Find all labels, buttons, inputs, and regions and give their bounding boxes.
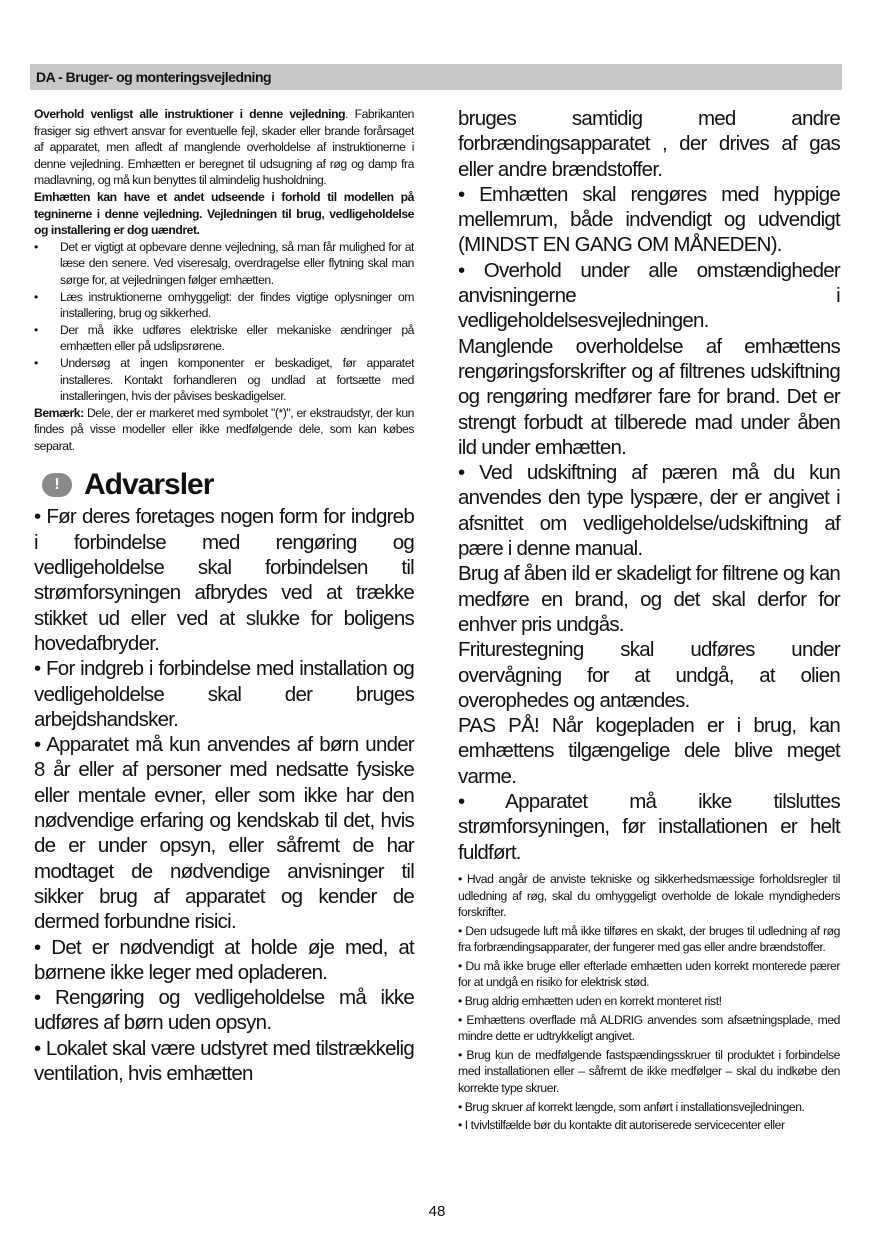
model-note: Emhætten kan have et andet udseende i forhold til modellen på tegninerne i denne vejledning. Vejledningen til brug, vedligeholdelse og installering er dog uændret. — [34, 189, 414, 238]
bullet-text: Læs instruktionerne omhyggeligt: der findes vigtige oplysninger om installering, brug og sikkerhed. — [60, 289, 414, 321]
bullet-item — [34, 322, 414, 355]
warning-paragraph: • For indgreb i forbindelse med installation og vedligeholdelse skal der bruges arbejdshandsker. — [34, 657, 414, 731]
intro-bold: Overhold venligst alle instruktioner i denne vejledning — [34, 107, 346, 121]
bullet-dot: • — [34, 239, 38, 254]
warning-paragraph: • Apparatet må kun anvendes af børn under 8 år eller af personer med nedsatte fysiske eller mentale evner, eller som ikke har den nødvendige erfaring og kendskab til det, hvis de er under opsyn, eller såfremt de har modtaget de nødvendige anvisninger til sikker brug af apparatet og kender de dermed forbundne risici. — [34, 733, 414, 934]
bullet-item — [34, 289, 414, 322]
warning-icon: ! — [42, 473, 72, 497]
safety-note: • Brug aldrig emhætten uden en korrekt monteret rist! — [458, 994, 722, 1009]
warning-paragraph: • Apparatet må ikke tilsluttes strømforsyningen, før installationen er helt fuldført. — [458, 790, 840, 864]
note-label: Bemærk: — [34, 405, 84, 420]
bullet-dot: • — [34, 355, 38, 370]
warning-paragraph: • Før deres foretages nogen form for indgreb i forbindelse med rengøring og vedligeholdelse skal forbindelsen til strømforsyningen afbrydes ved at trække stikket ud eller ved at slukke for boligens hovedafbryder. — [34, 505, 414, 655]
right-column — [458, 106, 840, 1136]
warning-paragraph: • Overhold under alle omstændigheder anvisningerne i vedligeholdelsesvejledningen. — [458, 258, 840, 333]
note-text: Dele, der er markeret med symbolet "(*)", er ekstraudstyr, der kun findes på visse modeller eller ikke medfølgende dele, som kan købes separat. — [34, 405, 414, 453]
safety-note: • I tvivlstilfælde bør du kontakte dit autoriserede servicecenter eller — [458, 1118, 785, 1133]
warning-paragraph: • Rengøring og vedligeholdelse må ikke udføres af børn uden opsyn. — [34, 986, 414, 1035]
warning-paragraph: • Emhætten skal rengøres med hyppige mellemrum, både indvendigt og udvendigt (MINDST EN GANG OM MÅNEDEN). — [458, 182, 840, 257]
warnings-title: Advarsler — [84, 468, 214, 502]
bullet-text: Der må ikke udføres elektriske eller mekaniske ændringer på emhætten eller på udslipsrørene. — [60, 322, 414, 354]
bullet-item — [34, 239, 414, 289]
safety-note: • Emhættens overflade må ALDRIG anvendes som afsætningsplade, med mindre dette er udtrykkeligt angivet. — [458, 1012, 840, 1044]
warning-paragraph: • Lokalet skal være udstyret med tilstrækkelig ventilation, hvis emhætten — [34, 1036, 414, 1085]
warning-paragraph: bruges samtidig med andre forbrændingsapparatet , der drives af gas eller andre brændstoffer. — [458, 107, 840, 181]
section-header — [30, 64, 842, 90]
warnings-heading — [42, 468, 414, 502]
safety-note: • Du må ikke bruge eller efterlade emhætten uden korrekt monterede pærer for at undgå en risiko for elektrisk stød. — [458, 958, 840, 990]
note-paragraph — [34, 405, 414, 455]
section-title: DA - Bruger- og monteringsvejledning — [36, 69, 272, 85]
left-column — [34, 106, 414, 1086]
warning-paragraph: Manglende overholdelse af emhættens rengøringsforskrifter og af filtrenes udskiftning og rengøring medfører fare for brand. Det er strengt forbudt at tilberede mad under åben ild under emhætten. — [458, 334, 840, 459]
warning-paragraph: Brug af åben ild er skadeligt for filtrene og kan medføre en brand, og det skal derfor for enhver pris undgås. — [458, 562, 840, 636]
warning-paragraph: • Ved udskiftning af pæren må du kun anvendes den type lyspære, der er angivet i afsnittet om vedligeholdelse/udskiftning af pære i denne manual. — [458, 461, 840, 561]
bullet-text: Undersøg at ingen komponenter er beskadiget, før apparatet installeres. Kontakt forhandleren og undlad at fortsætte med installeringen, hvis der påvises beskadigelser. — [60, 355, 414, 404]
warning-paragraph: • Det er nødvendigt at holde øje med, at børnene ikke leger med opladeren. — [34, 935, 414, 984]
safety-note: • Den udsugede luft må ikke tilføres en skakt, der bruges til udledning af røg fra forbrændingsapparater, der fungerer med gas eller andre brændstoffer. — [458, 923, 840, 955]
bullet-text: Det er vigtigt at opbevare denne vejledning, så man får mulighed for at læse den senere. Ved viseresalg, overdragelse eller flytning skal man sørge for, at vejledningen følger emhætten. — [60, 239, 414, 287]
bullet-dot: • — [34, 322, 38, 337]
page-number: 48 — [428, 1203, 446, 1220]
safety-note: • Hvad angår de anviste tekniske og sikkerhedsmæssige forholdsregler til udledning af røg, skal du omhyggeligt overholde de lokale myndigheders forskrifter. — [458, 871, 840, 920]
warning-paragraph: Friturestegning skal udføres under overvågning for at undgå, at olien overophedes og antændes. — [458, 638, 840, 712]
intro-paragraph — [34, 106, 414, 189]
safety-note: • Brug skruer af korrekt længde, som anført i installationsvejledningen. — [458, 1099, 805, 1114]
safety-note: • Brug kun de medfølgende fastspændingsskruer til produktet i forbindelse med installationen eller – såfremt de ikke medfølger – skal du indkøbe den korrekte type skruer. — [458, 1047, 840, 1096]
bullet-item — [34, 355, 414, 405]
warning-paragraph: PAS PÅ! Når kogepladen er i brug, kan emhættens tilgængelige dele blive meget varme. — [458, 714, 840, 788]
bullet-dot: • — [34, 289, 38, 304]
intro-text: . Fabrikanten frasiger sig ethvert ansvar for eventuelle fejl, skader eller brande forårsaget af apparatet, men afledt af manglende overholdelse af instruktionerne i denne vejledning. Emhætten er beregnet til udsugning af røg og damp fra madlavning, og må kun benyttes til almindelig husholdning. — [34, 107, 414, 188]
